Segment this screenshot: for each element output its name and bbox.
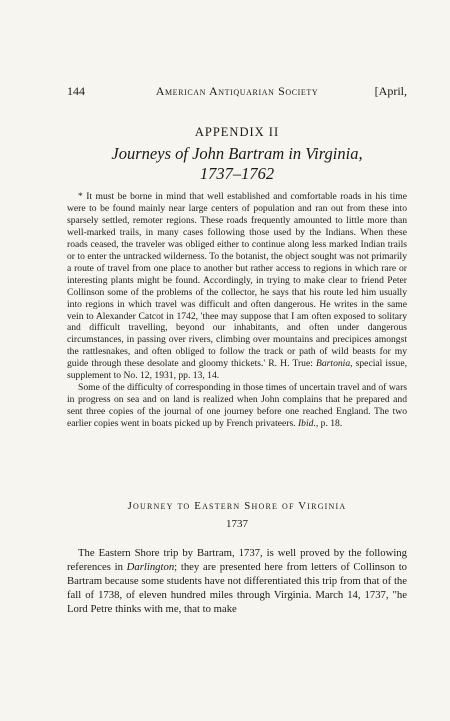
footnote-paragraph-2: Some of the difficulty of corresponding in those times of uncertain travel and of wars in progress on sea and on land is realized when John complains that he prepared and sent three copies of the journal of one journey before one reached England. The two earlier copies went in boats picked up by French privateers. Ibid., p. 18. bbox=[67, 382, 407, 430]
footnote bbox=[67, 191, 407, 430]
running-head bbox=[67, 84, 407, 100]
title-line-1: Journeys of John Bartram in Virginia, bbox=[111, 144, 363, 163]
section-year: 1737 bbox=[226, 518, 248, 530]
appendix-label: APPENDIX II bbox=[194, 125, 280, 139]
footnote-paragraph-1: * It must be borne in mind that well established and comfortable roads in his time were to be found mainly near large centers of population and ran out from these into sparsely settled, remoter regions. These roads frequently amounted to little more than well-marked trails, in many cases following those used by the Indians. When these roads ceased, the traveler was obliged either to continue along less marked Indian trails or to enter the untracked wilderness. To the botanist, the object sought was not primarily a route of travel from one place to another but rather access to regions in which rare or interesting plants might be found. Accordingly, in trying to make clear to friend Peter Collinson some of the problems of the collector, he says that his route led him usually into regions in which travel was difficult and often dangerous. He writes in the same vein to Alexander Catcot in 1742, 'thee may suppose that I am often exposed to solitary and difficult travelling, beyond our inhabitants, and often under dangerous circumstances, in passing over rivers, climbing over mountains and precipices amongst the rattlesnakes, and often obliged to follow the track or path of wild beasts for my guide through these desolate and gloomy thickets.' R. H. True: Bartonia, special issue, supplement to No. 12, 1931, pp. 13, 14. bbox=[67, 191, 407, 382]
page-number: 144 bbox=[67, 84, 85, 98]
issue-month: [April, bbox=[374, 84, 407, 98]
journal-title: American Antiquarian Society bbox=[155, 84, 319, 98]
title-line-2: 1737–1762 bbox=[199, 164, 275, 183]
section-heading: Journey to Eastern Shore of Virginia bbox=[127, 500, 347, 512]
main-text bbox=[67, 546, 407, 616]
main-paragraph: The Eastern Shore trip by Bartram, 1737, is well proved by the following references in Darlington; they are presented here from letters of Collinson to Bartram because some students have not differentiated this trip from that of the fall of 1738, of eleven hundred miles through Virginia. March 14, 1737, "he Lord Petre thinks with me, that to make bbox=[67, 547, 408, 615]
